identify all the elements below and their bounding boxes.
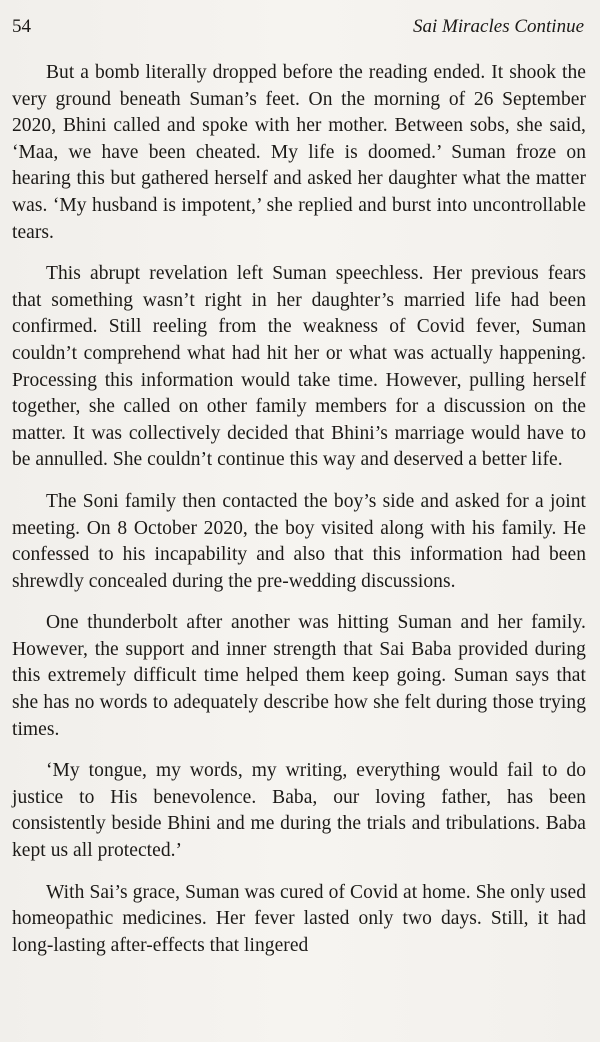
paragraph-4: One thunderbolt after another was hitting Suman and her family. However, the support and inner strength that Sai Baba provided during this extremely difficult time helped them keep going. Suman says that she has no words to adequately describe how she felt during those trying times. <box>12 612 586 740</box>
paragraph-6: With Sai’s grace, Suman was cured of Covid at home. She only used homeopathic medicines. Her fever lasted only two days. Still, it had long-lasting after-effects that lingered <box>12 881 586 956</box>
body-text <box>12 60 586 959</box>
page-number: 54 <box>12 16 31 37</box>
running-title: Sai Miracles Continue <box>413 16 584 37</box>
paragraph-5: ‘My tongue, my words, my writing, everything would fail to do justice to His benevolence. Baba, our loving father, has been consistently beside Bhini and me during the trials and tribulations. Baba kept us all protected.’ <box>12 760 586 862</box>
paragraph-1: But a bomb literally dropped before the reading ended. It shook the very ground beneath Suman’s feet. On the morning of 26 September 2020, Bhini called and spoke with her mother. Between sobs, she said, ‘Maa, we have been cheated. My life is doomed.’ Suman froze on hearing this but gathered herself and asked her daughter what the matter was. ‘My husband is impotent,’ she replied and burst into uncontrollable tears. <box>12 62 586 243</box>
paragraph-3: The Soni family then contacted the boy’s side and asked for a joint meeting. On 8 October 2020, the boy visited along with his family. He confessed to his incapability and also that this information had been shrewdly concealed during the pre-wedding discussions. <box>12 490 586 592</box>
running-head <box>12 14 586 40</box>
paragraph-2: This abrupt revelation left Suman speechless. Her previous fears that something wasn’t right in her daughter’s married life had been confirmed. Still reeling from the weakness of Covid fever, Suman couldn’t comprehend what had hit her or what was actually happening. Processing this information would take time. However, pulling herself together, she called on other family members for a discussion on the matter. It was collectively decided that Bhini’s marriage would have to be annulled. She couldn’t continue this way and deserved a better life. <box>12 263 586 471</box>
